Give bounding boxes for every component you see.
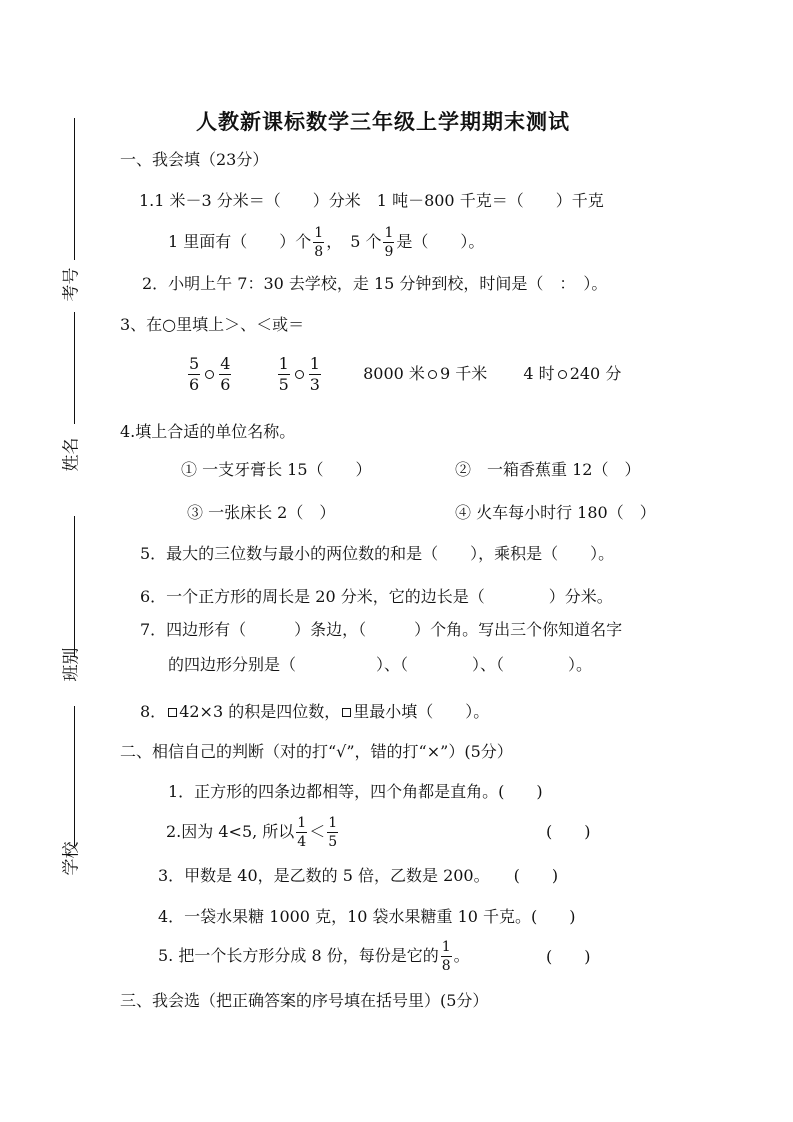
fraction-numerator: 4 [220, 354, 231, 373]
fraction [327, 816, 338, 849]
j2-pre: 2.因为 4<5, 所以 [166, 822, 295, 841]
question-3-heading: 3、在○里填上＞、＜或＝ [120, 315, 305, 334]
question-4-heading: 4.填上合适的单位名称。 [120, 422, 296, 441]
margin-line-2 [74, 312, 75, 424]
question-6: 6．一个正方形的周长是 20 分米，它的边长是（ ）分米。 [140, 587, 613, 606]
fraction-denominator: 9 [384, 244, 394, 260]
question-2: 2．小明上午 7：30 去学校，走 15 分钟到校，时间是（ ： ）。 [142, 274, 608, 293]
j5-post: 。 [453, 946, 470, 965]
less-than-sign: ＜ [309, 822, 326, 841]
judgement-4: 4．一袋水果糖 1000 克，10 袋水果糖重 10 千克。( ) [158, 907, 576, 926]
fraction-numerator: 1 [297, 815, 307, 831]
section-3-heading: 三、我会选（把正确答案的序号填在括号里）(5分） [120, 991, 489, 1010]
question-4-item-2: ② 一箱香蕉重 12（ ） [455, 460, 641, 479]
margin-line-4 [74, 706, 75, 846]
question-4-item-3: ③ 一张床长 2（ ） [187, 503, 336, 522]
fraction-numerator: 5 [189, 354, 200, 373]
q3d-pre: 4 时 [523, 364, 555, 383]
fraction [188, 356, 200, 393]
fraction-denominator: 8 [441, 958, 451, 974]
fraction [309, 356, 321, 393]
blank-square [342, 708, 351, 717]
question-5: 5．最大的三位数与最小的两位数的和是（ ），乘积是（ ）。 [140, 544, 615, 563]
fraction-numerator: 1 [278, 354, 289, 373]
fraction-denominator: 3 [309, 375, 320, 394]
fraction-denominator: 5 [278, 375, 289, 394]
margin-line-3 [74, 516, 75, 656]
judgement-1: 1．正方形的四条边都相等，四个角都是直角。( ) [168, 782, 543, 801]
question-3-comparisons [186, 356, 621, 393]
q3c-pre: 8000 米 [363, 364, 425, 383]
q1b-post: 是（ ）。 [396, 232, 485, 251]
q1b-mid: ， 5 个 [326, 232, 382, 251]
exam-no-label: 考号 [61, 267, 82, 302]
q8-pre: 8． [140, 702, 167, 721]
fraction-denominator: 4 [297, 834, 307, 850]
judgement-5 [158, 940, 470, 973]
fraction [383, 226, 394, 259]
fraction-denominator: 6 [189, 375, 200, 394]
question-7b: 的四边形分别是（ ）、（ ）、（ ）。 [168, 655, 593, 674]
fraction [296, 816, 307, 849]
compare-circle [428, 370, 437, 379]
fraction-numerator: 1 [441, 939, 451, 955]
page-title: 人教新课标数学三年级上学期期末测试 [196, 109, 570, 134]
q8-post: 42×3 的积是四位数， [179, 702, 341, 721]
question-4-item-1: ① 一支牙膏长 15（ ） [181, 460, 372, 479]
q3c-post: 9 千米 [439, 364, 488, 383]
question-1a: 1.1 米－3 分米＝（ ）分米 1 吨－800 千克＝（ ）千克 [139, 191, 604, 210]
fraction [278, 356, 290, 393]
fraction-denominator: 8 [314, 244, 324, 260]
compare-circle [205, 370, 214, 379]
fraction-denominator: 6 [220, 375, 231, 394]
section-1-heading: 一、我会填（23分） [120, 150, 269, 169]
fraction-numerator: 1 [314, 225, 324, 241]
judgement-2-paren: ( ) [546, 822, 591, 841]
class-label: 班别 [61, 647, 82, 682]
school-label: 学校 [61, 841, 82, 876]
fraction-denominator: 5 [328, 834, 338, 850]
fraction [313, 226, 324, 259]
judgement-2 [166, 816, 340, 849]
fraction [219, 356, 231, 393]
judgement-5-paren: ( ) [546, 947, 591, 966]
fraction-numerator: 1 [309, 354, 320, 373]
question-4-item-4: ④ 火车每小时行 180（ ） [455, 503, 656, 522]
j5-pre: 5. 把一个长方形分成 8 份，每份是它的 [158, 946, 439, 965]
name-label: 姓名 [61, 437, 82, 472]
judgement-3: 3．甲数是 40，是乙数的 5 倍，乙数是 200。 ( ) [158, 866, 559, 885]
compare-circle [558, 370, 567, 379]
section-2-heading: 二、相信自己的判断（对的打“√”，错的打“×”）(5分） [120, 742, 513, 761]
fraction-numerator: 1 [328, 815, 338, 831]
fraction-numerator: 1 [384, 225, 394, 241]
fraction [441, 940, 452, 973]
question-7a: 7．四边形有（ ）条边，（ ）个角。写出三个你知道名字 [140, 620, 623, 639]
q3d-post: 240 分 [569, 364, 622, 383]
compare-circle [295, 370, 304, 379]
q8-end: 里最小填（ ）。 [353, 702, 490, 721]
q1b-pre: 1 里面有（ ）个 [168, 232, 312, 251]
question-8 [140, 702, 489, 722]
margin-line-1 [74, 118, 75, 260]
blank-square [168, 708, 177, 717]
question-1b [168, 226, 484, 259]
